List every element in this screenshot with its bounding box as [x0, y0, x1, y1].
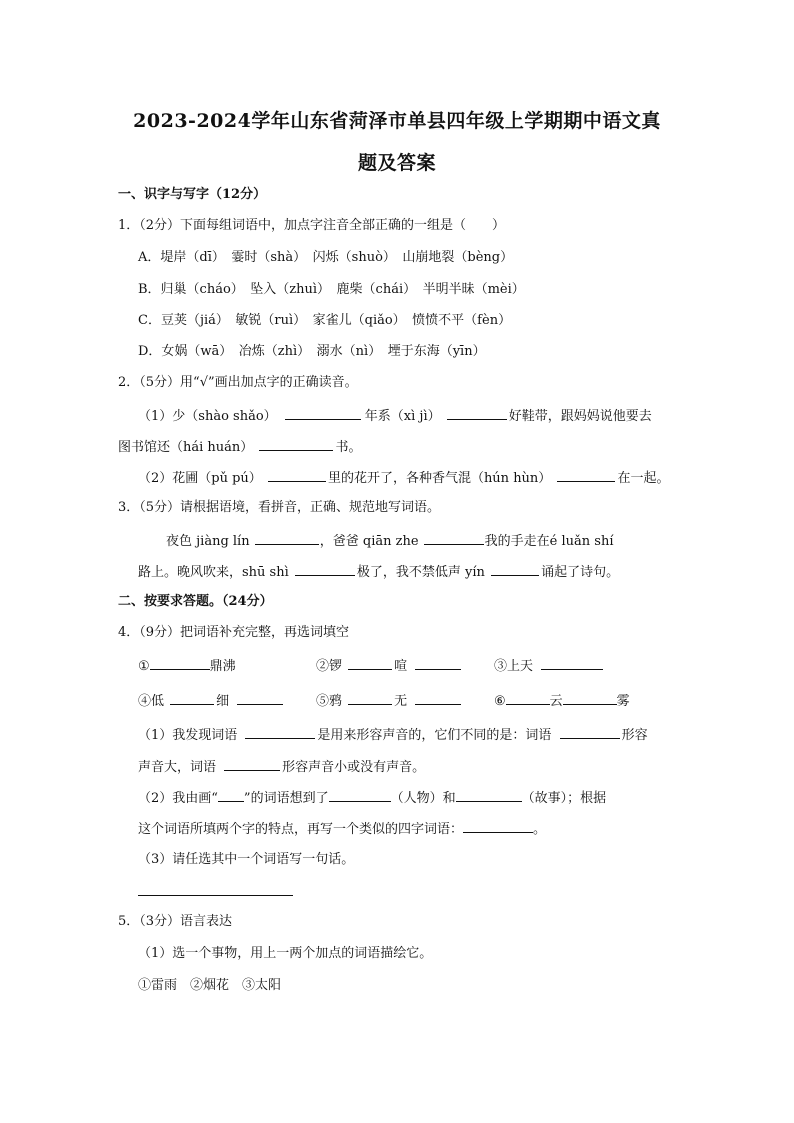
q3-l2-text-a: 路上。晚风吹来，shū shì: [138, 565, 289, 580]
q3-blank-2[interactable]: [424, 531, 484, 545]
q4-word-4: [138, 691, 283, 711]
q4-word-1-num: ①: [138, 659, 150, 674]
q4-blank-16[interactable]: [456, 788, 522, 802]
q4-word-1-text: 鼎沸: [209, 659, 236, 674]
q4-word-4-text-b: 细: [216, 694, 230, 709]
q4-answer-line[interactable]: [138, 895, 293, 896]
q5-stem: 5．（3分）语言表达: [118, 914, 233, 929]
q5-options: ①雷雨 ②烟花 ③太阳: [138, 978, 282, 993]
q1-option-d: D．女娲（wā） 冶炼（zhì） 溺水（nì） 堙于东海（yīn）: [138, 344, 486, 359]
q3-stem: 3．（5分）请根据语境，看拼音，正确、规范地写词语。: [118, 500, 441, 515]
q2-l3-text-b: 里的花开了，各种香气混（hún hùn）: [327, 471, 552, 486]
q4-blank-8[interactable]: [415, 691, 461, 705]
q4-stem: 4．（9分）把词语补充完整，再选词填空: [118, 625, 350, 640]
q2-blank-2[interactable]: [447, 406, 507, 420]
q4-s2-text-d: （故事）；根据: [521, 791, 607, 806]
q3-blank-4[interactable]: [491, 562, 539, 576]
q4-blank-5[interactable]: [170, 691, 214, 705]
q4-sub1-line2: [138, 757, 425, 777]
q2-l3-text-c: 在一起。: [617, 471, 670, 486]
q4-s2-text-a: （2）我由画“: [138, 791, 218, 806]
q4-blank-1[interactable]: [150, 656, 210, 670]
q2-l3-text-a: （2）花圃（pǔ pú）: [138, 471, 262, 486]
q2-l2-text-a: 图书馆还（hái huán）: [118, 440, 254, 455]
q2-line2: [118, 437, 361, 457]
q4-word-3-text: ③上天: [494, 659, 534, 674]
q4-blank-13[interactable]: [224, 757, 280, 771]
q3-blank-1[interactable]: [255, 531, 319, 545]
q2-l1-text-a: （1）少（shào shǎo）: [138, 409, 277, 424]
q4-sub1-line1: [138, 725, 648, 745]
q4-sub2-line2: [138, 819, 546, 839]
q4-s1-text-d: 声音大，词语: [138, 760, 217, 775]
q4-blank-3[interactable]: [415, 656, 461, 670]
q4-word-2-text-b: 喧: [394, 659, 408, 674]
q4-blank-14[interactable]: [218, 788, 244, 802]
q4-blank-11[interactable]: [245, 725, 315, 739]
q2-blank-3[interactable]: [259, 437, 333, 451]
q4-blank-10[interactable]: [563, 691, 617, 705]
q3-l1-text-a: 夜色 jiàng lín: [166, 534, 250, 549]
q2-blank-4[interactable]: [268, 468, 326, 482]
q4-s2-text-e: 这个词语所填两个字的特点，再写一个类似的四字词语：: [138, 822, 464, 837]
q4-s1-text-b: 是用来形容声音的，它们不同的是：词语: [317, 728, 552, 743]
q1-stem: 1．（2分）下面每组词语中，加点字注音全部正确的一组是（ ）: [118, 218, 506, 233]
q4-s2-text-b: ”的词语想到了: [243, 791, 329, 806]
q4-sub2-line1: [138, 788, 606, 808]
q3-line2: [138, 562, 619, 582]
q4-blank-2[interactable]: [348, 656, 392, 670]
q2-blank-5[interactable]: [557, 468, 615, 482]
q4-word-5: [316, 691, 461, 711]
q4-s2-text-c: （人物）和: [390, 791, 456, 806]
q3-line1: [166, 531, 614, 551]
q4-word-1: [138, 656, 236, 676]
q4-blank-17[interactable]: [463, 819, 533, 833]
q2-line1: [138, 406, 652, 426]
q4-blank-15[interactable]: [329, 788, 391, 802]
q1-option-b: B．归巢（cháo） 坠入（zhuì） 鹿柴（chái） 半明半昧（mèi）: [138, 282, 525, 297]
q4-word-6-num: ⑥: [494, 694, 506, 709]
q4-blank-9[interactable]: [506, 691, 550, 705]
q3-blank-3[interactable]: [295, 562, 355, 576]
q4-word-5-text-a: ⑤鸦: [316, 694, 343, 709]
q2-l1-text-c: 好鞋带，跟妈妈说他要去: [508, 409, 652, 424]
q2-line3: [138, 468, 669, 488]
q4-word-6-text-b: 雾: [616, 694, 630, 709]
q4-blank-12[interactable]: [560, 725, 620, 739]
q2-stem: 2．（5分）用“√”画出加点字的正确读音。: [118, 375, 358, 390]
q4-blank-4[interactable]: [541, 656, 603, 670]
q3-l1-text-c: 我的手走在é luǎn shí: [484, 534, 614, 549]
section-heading-1: 一、识字与写字（12分）: [118, 187, 267, 202]
q4-word-6-text-a: 云: [549, 694, 563, 709]
q5-sub1: （1）选一个事物，用上一两个加点的词语描绘它。: [138, 946, 433, 961]
q4-word-3: [494, 656, 603, 676]
q1-option-a: A．堤岸（dī） 霎时（shà） 闪烁（shuò） 山崩地裂（bèng）: [138, 250, 514, 265]
q2-l2-text-b: 书。: [335, 440, 362, 455]
q4-word-5-text-b: 无: [394, 694, 408, 709]
q4-s2-text-f: 。: [533, 822, 547, 837]
q4-blank-6[interactable]: [237, 691, 283, 705]
q4-s1-text-e: 形容声音小或没有声音。: [282, 760, 426, 775]
q2-blank-1[interactable]: [285, 406, 361, 420]
doc-title-line1: 2023-2024学年山东省菏泽市单县四年级上学期期中语文真: [133, 110, 661, 132]
q4-word-2-text-a: ②锣: [316, 659, 343, 674]
q4-s1-text-c: 形容: [621, 728, 648, 743]
q4-word-2: [316, 656, 461, 676]
q4-word-4-text-a: ④低: [138, 694, 165, 709]
q4-word-6: [494, 691, 630, 711]
q4-blank-7[interactable]: [348, 691, 392, 705]
q3-l2-text-c: 诵起了诗句。: [541, 565, 620, 580]
doc-title-line2: 题及答案: [357, 152, 436, 174]
q4-s1-text-a: （1）我发现词语: [138, 728, 238, 743]
q1-option-c: C．豆荚（jiá） 敏锐（ruì） 家雀儿（qiǎo） 愤愤不平（fèn）: [138, 313, 512, 328]
q3-l1-text-b: ，爸爸 qiān zhe: [319, 534, 419, 549]
section-heading-2: 二、按要求答题。（24分）: [118, 594, 273, 609]
q2-l1-text-b: 年系（xì jì）: [364, 409, 441, 424]
q3-l2-text-b: 极了，我不禁低声 yín: [356, 565, 485, 580]
q4-sub3: （3）请任选其中一个词语写一句话。: [138, 852, 355, 867]
